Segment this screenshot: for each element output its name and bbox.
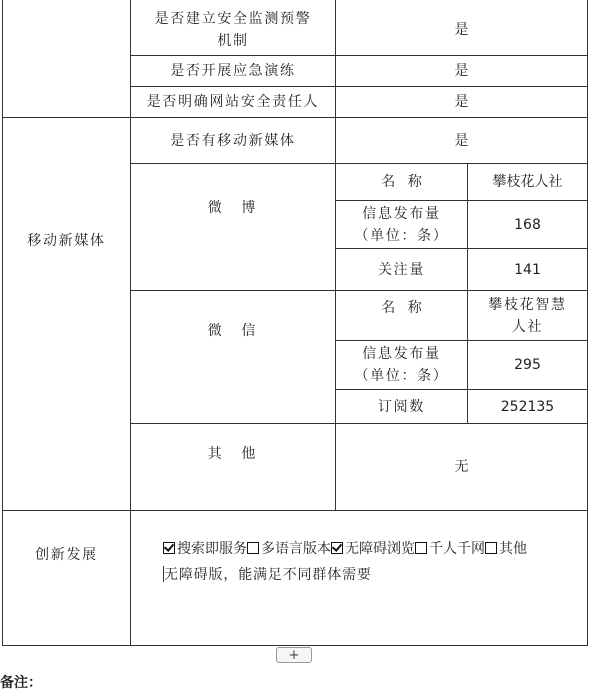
weibo-label: 微 博 [207, 200, 259, 216]
option-label: 搜索即服务 [177, 541, 247, 557]
weibo-publish-label: 信息发布量 （单位：条） [354, 205, 449, 244]
wechat-name-label: 名称 [381, 300, 435, 316]
row-line [2, 645, 587, 646]
new-media-value: 是 [454, 132, 469, 149]
note-label: 备注： [0, 675, 42, 691]
checkbox-checked-icon[interactable] [163, 542, 175, 554]
wechat-subscribe-value: 252135 [500, 398, 555, 415]
option-accessibility[interactable] [331, 541, 415, 557]
other-value: 无 [454, 459, 469, 475]
weibo-publish-value: 168 [514, 216, 541, 233]
option-label: 其他 [499, 541, 527, 557]
warning-label: 是否建立安全监测预警 机制 [154, 10, 312, 49]
wechat-publish-value: 295 [514, 357, 541, 373]
option-other[interactable] [485, 541, 527, 557]
col-line [587, 0, 588, 646]
col-line [130, 510, 131, 646]
new-media-label: 是否有移动新媒体 [170, 132, 296, 149]
other-label: 其 他 [207, 446, 259, 462]
weibo-follow-value: 141 [514, 261, 541, 278]
option-search-service[interactable] [163, 541, 247, 557]
responsible-value: 是 [454, 94, 469, 110]
wechat-label: 微 信 [207, 323, 259, 339]
expand-table-button[interactable]: + [276, 647, 312, 663]
option-label: 千人千网 [429, 541, 485, 557]
wechat-publish-label: 信息发布量 （单位：条） [354, 346, 449, 384]
checkbox-checked-icon[interactable] [331, 542, 343, 554]
responsible-label: 是否明确网站安全责任人 [146, 94, 320, 110]
option-label: 无障碍浏览 [345, 541, 415, 557]
wechat-subscribe-label: 订阅数 [377, 398, 426, 415]
wechat-name-value: 攀枝花智慧 人社 [488, 296, 567, 335]
weibo-name-value: 攀枝花人社 [492, 174, 563, 190]
drill-value: 是 [454, 63, 469, 79]
weibo-name-label: 名称 [381, 174, 435, 190]
innovation-other-text: 无障碍版，能满足不同群体需要 [164, 567, 372, 583]
option-personalized[interactable] [415, 541, 485, 557]
section-innovation: 创新发展 [35, 547, 98, 563]
checkbox-unchecked-icon[interactable] [485, 542, 497, 554]
option-multilingual[interactable] [247, 541, 331, 557]
checkbox-unchecked-icon[interactable] [247, 542, 259, 554]
warning-value: 是 [454, 21, 469, 38]
weibo-follow-label: 关注量 [377, 261, 426, 278]
drill-label: 是否开展应急演练 [170, 63, 296, 79]
checkbox-unchecked-icon[interactable] [415, 542, 427, 554]
section-mobile-media: 移动新媒体 [27, 232, 106, 249]
innovation-options [163, 536, 583, 588]
option-label: 多语言版本 [261, 541, 331, 557]
